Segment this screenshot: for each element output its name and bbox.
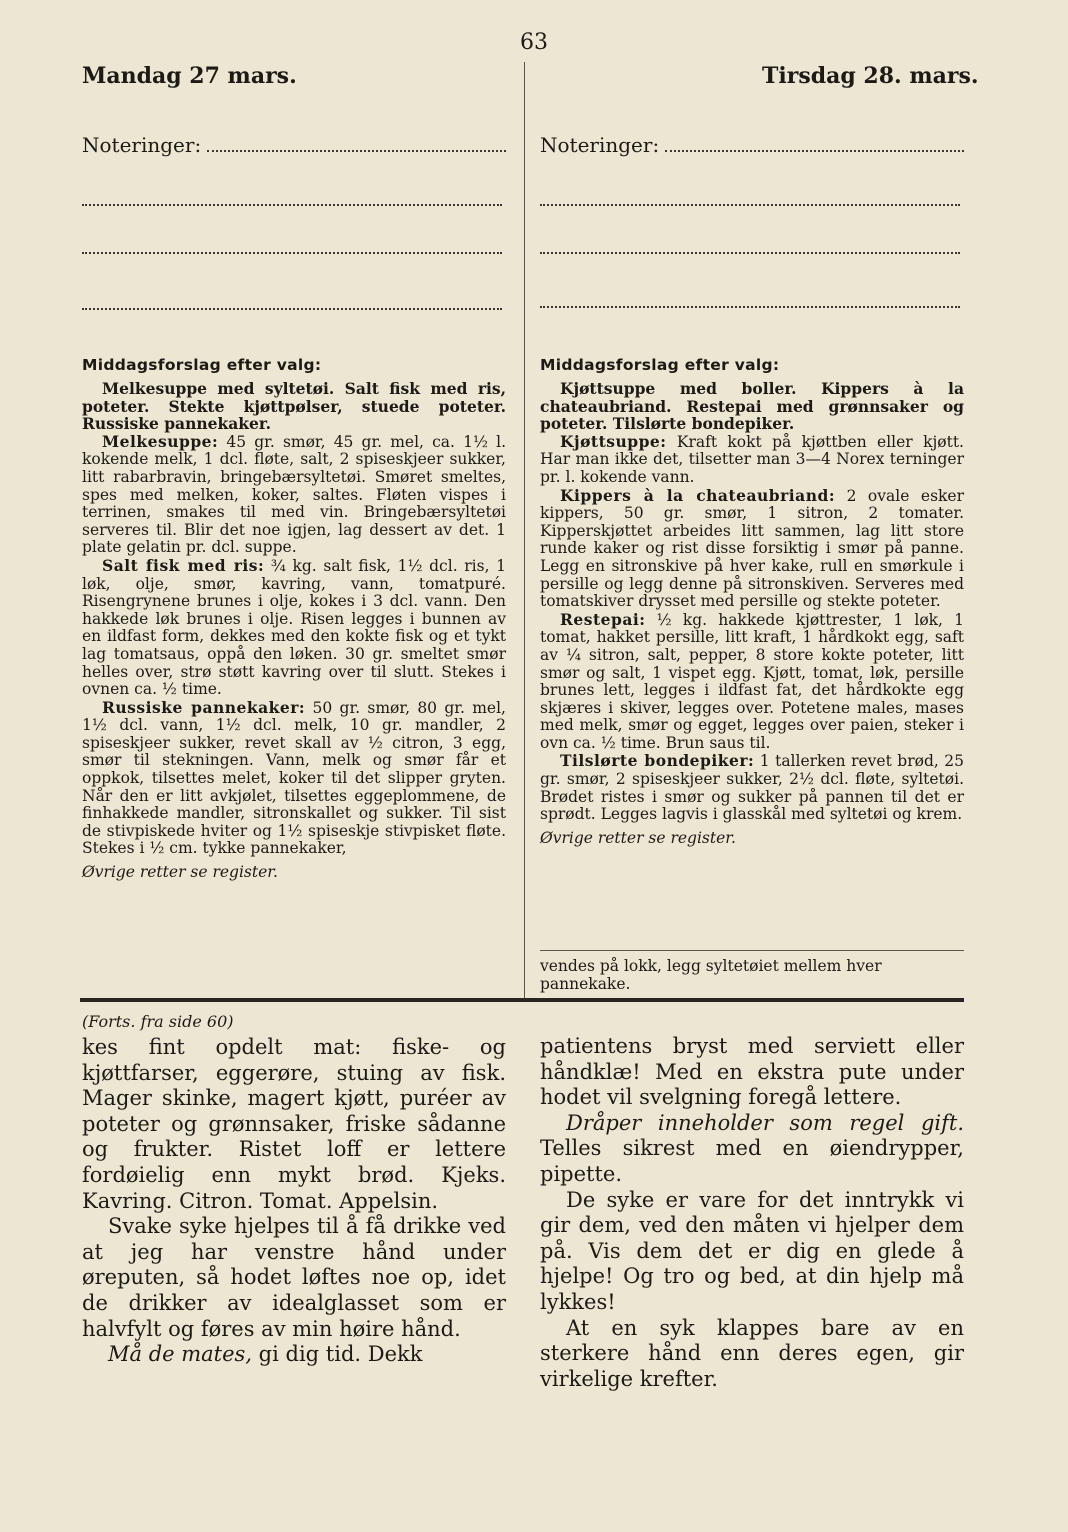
recipe-text: 45 gr. smør, 45 gr. mel, ca. 1½ l. kokende melk, 1 dcl. fløte, salt, 2 spiseskjeer sukker, litt rabarbravin, bringebærsyltetøi. Smøret smeltes, spes med melken, koker, saltes. Fløten vispes i terrinen, smakes til med vin. Bringebærsyltetøi serveres til. Blir det noe igjen, lag dessert av det. 1 plate gelatin pr. dcl. suppe. bbox=[82, 432, 506, 557]
recipe-item bbox=[82, 557, 506, 699]
article-paragraph: At en syk klappes bare av en sterkere hånd enn deres egen, gir virkelige krefter. bbox=[540, 1315, 964, 1391]
notes-label: Noteringer: bbox=[540, 133, 660, 157]
page-number: 63 bbox=[520, 30, 548, 55]
emphasis-text: Må de mates, bbox=[108, 1342, 252, 1367]
day-heading-left: Mandag 27 mars. bbox=[82, 63, 297, 89]
dinner-heading: Middagsforslag efter valg: bbox=[540, 356, 780, 374]
recipe-item bbox=[540, 752, 964, 823]
recipe-name: Restepai: bbox=[560, 609, 646, 629]
article-column-right bbox=[540, 1034, 964, 1392]
article-text bbox=[82, 1035, 506, 1368]
paragraph-text: Telles sikrest med en øiendrypper, pipette. bbox=[540, 1136, 964, 1186]
continued-recipe-text: vendes på lokk, legg syltetøiet mellem hver pannekake. bbox=[540, 957, 882, 993]
notes-line[interactable] bbox=[82, 308, 502, 310]
recipe-text: 50 gr. smør, 80 gr. mel, 1½ dcl. vann, 1½ dcl. melk, 10 gr. mandler, 2 spiseskjeer sukker, revet skall av ½ citron, 3 egg, smør til stekningen. Vann, melk og smør får et oppkok, tilsettes melet, koker til det slipper gryten. Når den er litt avkjølet, tilsettes eggeplommene, de finhakkede mandler, sitronskallet og sukker. Til sist de stivpiskede hviter og 1½ spiseskje stivpisket fløte. Stekes i ½ cm. tykke pannekaker, bbox=[82, 698, 506, 858]
column-divider bbox=[524, 62, 525, 1000]
dinner-suggestions-left bbox=[82, 356, 506, 882]
recipe-item bbox=[82, 433, 506, 557]
emphasis-text: Dråper inneholder som regel gift. bbox=[566, 1110, 964, 1135]
continued-from-note: (Forts. fra side 60) bbox=[82, 1012, 234, 1031]
recipe-text: ½ kg. hakkede kjøttrester, 1 løk, 1 tomat, hakket persille, litt kraft, 1 hårdkokt egg, saft av ¼ sitron, salt, pepper, 8 store kokte poteter, litt smør og salt, 1 vispet egg. Kjøtt, tomat, løk, persille brunes lett, legges i ildfast fat, det hårdkokte egg skjæres i skiver, legges over. Potetene males, mases med melk, smør og egget, legges over paien, steker i ovn ca. ½ time. Brun saus til. bbox=[540, 610, 964, 752]
notes-line[interactable] bbox=[665, 150, 964, 152]
article-paragraph: De syke er vare for det inntrykk vi gir dem, ved den måten vi hjelper dem på. Vis dem det er dig en glede å hjelpe! Og tro og bed, at din hjelp må lykkes! bbox=[540, 1187, 964, 1314]
article-text bbox=[540, 1034, 964, 1392]
article-column-left bbox=[82, 1012, 506, 1368]
recipe-name: Russiske pannekaker: bbox=[102, 697, 306, 717]
notes-first-line bbox=[82, 133, 506, 157]
recipe-text: ¾ kg. salt fisk, 1½ dcl. ris, 1 løk, olje, smør, kavring, vann, tomatpuré. Risengrynene brunes i olje, kokes i 3 dcl. vann. Den hakkede løk brunes i olje. Risen legges i bunnen av en ildfast form, dekkes med den kokte fisk og et tykt lag tomatsaus, oppå den løken. 30 gr. smeltet smør helles over, strø støtt kavring over til slutt. Stekes i ovnen ca. ½ time. bbox=[82, 556, 506, 699]
recipe-text: 1 tallerken revet brød, 25 gr. smør, 2 spiseskjeer sukker, 2½ dcl. fløte, syltetøi. Brødet ristes i smør og sukker på pannen til det er sprødt. Legges lagvis i glasskål med syltetøi og krem. bbox=[540, 752, 964, 824]
other-recipes-note: Øvrige retter se register. bbox=[540, 828, 736, 847]
paragraph-text: gi dig tid. Dekk bbox=[252, 1342, 423, 1367]
notes-section-left bbox=[82, 133, 506, 157]
recipe-text: Kraft kokt på kjøttben eller kjøtt. Har man ikke det, tilsetter man 3—4 Norex terninger pr. l. kokende vann. bbox=[540, 432, 964, 486]
notes-line[interactable] bbox=[207, 150, 506, 152]
recipe-item bbox=[540, 433, 964, 487]
recipe-name: Melkesuppe: bbox=[102, 431, 219, 451]
article-paragraph: kes fint opdelt mat: fiske- og kjøttfarser, eggerøre, stuing av fisk. Mager skinke, magert kjøtt, puréer av poteter og grønnsaker, friske sådanne og frukter. Ristet loff er lettere fordøielig enn mykt brød. Kjeks. Kavring. Citron. Tomat. Appelsin. bbox=[82, 1035, 506, 1213]
notes-line[interactable] bbox=[540, 306, 960, 308]
menu-summary: Melkesuppe med syltetøi. Salt fisk med ris, poteter. Stekte kjøttpølser, stuede poteter. Russiske pannekaker. bbox=[82, 379, 506, 434]
notes-line[interactable] bbox=[82, 204, 502, 206]
recipe-block bbox=[540, 380, 964, 847]
notes-line[interactable] bbox=[540, 252, 960, 254]
article-paragraph bbox=[82, 1342, 506, 1368]
recipe-text: 2 ovale esker kippers, 50 gr. smør, 1 sitron, 2 tomater. Kipperskjøttet arbeides litt sammen, lag litt store runde kaker og rist disse forsiktig i smør på panne. Legg en sitronskive på hver kake, rull en smørkule i persille og legg denne på sitronskiven. Serveres med tomatskiver drysset med persille og stekte poteter. bbox=[540, 486, 964, 611]
notes-line[interactable] bbox=[540, 204, 960, 206]
dinner-heading: Middagsforslag efter valg: bbox=[82, 356, 322, 374]
other-recipes-note: Øvrige retter se register. bbox=[82, 863, 278, 882]
recipe-block bbox=[82, 380, 506, 882]
recipe-name: Salt fisk med ris: bbox=[102, 555, 265, 575]
article-paragraph: patientens bryst med serviett eller håndklæ! Med en ekstra pute under hodet vil svelgning foregå lettere. bbox=[540, 1034, 964, 1110]
recipe-item bbox=[540, 487, 964, 611]
article-paragraph bbox=[540, 1111, 964, 1188]
continuation-divider bbox=[540, 950, 964, 951]
notes-label: Noteringer: bbox=[82, 133, 202, 157]
notes-first-line bbox=[540, 133, 964, 157]
notes-line[interactable] bbox=[82, 252, 502, 254]
recipe-name: Kjøttsuppe: bbox=[560, 431, 667, 451]
dinner-suggestions-right bbox=[540, 356, 964, 847]
article-paragraph: Svake syke hjelpes til å få drikke ved at jeg har venstre hånd under øreputen, så hodet løftes noe op, idet de drikker av idealglasset som er halvfylt og føres av min høire hånd. bbox=[82, 1214, 506, 1341]
day-heading-right: Tirsdag 28. mars. bbox=[762, 63, 979, 89]
menu-summary: Kjøttsuppe med boller. Kippers à la chateaubriand. Restepai med grønnsaker og poteter. Tilslørte bondepiker. bbox=[540, 379, 964, 434]
recipe-name: Kippers à la chateaubriand: bbox=[560, 485, 836, 505]
recipe-item bbox=[82, 699, 506, 858]
section-divider bbox=[80, 998, 964, 1002]
recipe-name: Tilslørte bondepiker: bbox=[560, 751, 755, 771]
notes-section-right bbox=[540, 133, 964, 157]
recipe-item bbox=[540, 611, 964, 753]
